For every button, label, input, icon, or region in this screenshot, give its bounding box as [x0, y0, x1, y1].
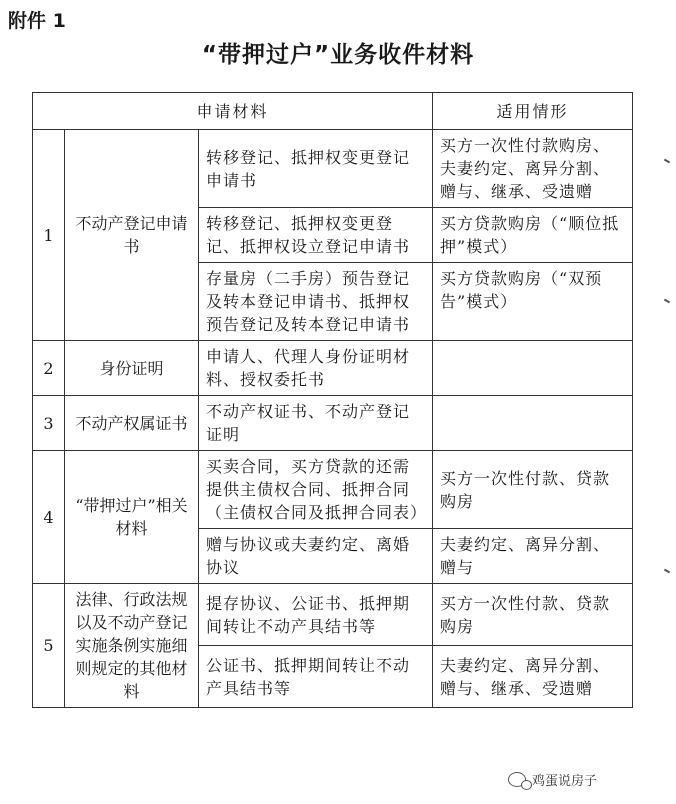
row-number: 5: [33, 584, 65, 708]
row-number: 1: [33, 130, 65, 341]
row-category: 不动产登记申请书: [65, 130, 199, 341]
row-condition: 夫妻约定、离异分割、赠与、继承、受遗赠: [433, 646, 633, 708]
row-material: 公证书、抵押期间转让不动产具结书等: [199, 646, 433, 708]
watermark-text: 鸡蛋说房子: [532, 774, 598, 789]
table-header-row: [33, 93, 633, 130]
row-condition: 买方一次性付款、贷款购房: [433, 451, 633, 529]
table-row: [33, 341, 633, 396]
row-material: 不动产权证书、不动产登记证明: [199, 396, 433, 451]
row-number: 3: [33, 396, 65, 451]
row-material: 提存协议、公证书、抵押期间转让不动产具结书等: [199, 584, 433, 646]
table-row: [33, 584, 633, 646]
attachment-label: 附件 1: [8, 10, 66, 32]
page-title: “带押过户”业务收件材料: [201, 42, 475, 68]
row-condition: 买方贷款购房（“顺位抵押”模式）: [433, 208, 633, 263]
scan-mark: [664, 299, 670, 304]
row-condition: [433, 396, 633, 451]
row-number: 4: [33, 451, 65, 584]
header-materials: 申请材料: [33, 93, 433, 130]
row-number: 2: [33, 341, 65, 396]
wechat-icon: [508, 772, 526, 787]
row-condition: 买方一次性付款、贷款购房: [433, 584, 633, 646]
table-row: [33, 130, 633, 208]
row-condition: 夫妻约定、离异分割、赠与: [433, 529, 633, 584]
row-category: 法律、行政法规以及不动产登记实施条例实施细则规定的其他材料: [65, 584, 199, 708]
row-material: 赠与协议或夫妻约定、离婚协议: [199, 529, 433, 584]
row-material: 转移登记、抵押权变更登记申请书: [199, 130, 433, 208]
row-material: 买卖合同，买方贷款的还需提供主债权合同、抵押合同（主债权合同及抵押合同表）: [199, 451, 433, 529]
row-material: 存量房（二手房）预告登记及转本登记申请书、抵押权预告登记及转本登记申请书: [199, 263, 433, 341]
header-condition: 适用情形: [433, 93, 633, 130]
row-material: 申请人、代理人身份证明材料、授权委托书: [199, 341, 433, 396]
scan-mark: [664, 159, 670, 164]
materials-table: [32, 92, 633, 708]
scan-mark: [664, 569, 670, 574]
table-row: [33, 396, 633, 451]
row-condition: 买方贷款购房（“双预告”模式）: [433, 263, 633, 341]
row-material: 转移登记、抵押权变更登记、抵押权设立登记申请书: [199, 208, 433, 263]
watermark: [508, 770, 597, 789]
row-condition: [433, 341, 633, 396]
row-category: 身份证明: [65, 341, 199, 396]
row-category: “带押过户”相关材料: [65, 451, 199, 584]
row-condition: 买方一次性付款购房、夫妻约定、离异分割、赠与、继承、受遗赠: [433, 130, 633, 208]
row-category: 不动产权属证书: [65, 396, 199, 451]
table-row: [33, 451, 633, 529]
